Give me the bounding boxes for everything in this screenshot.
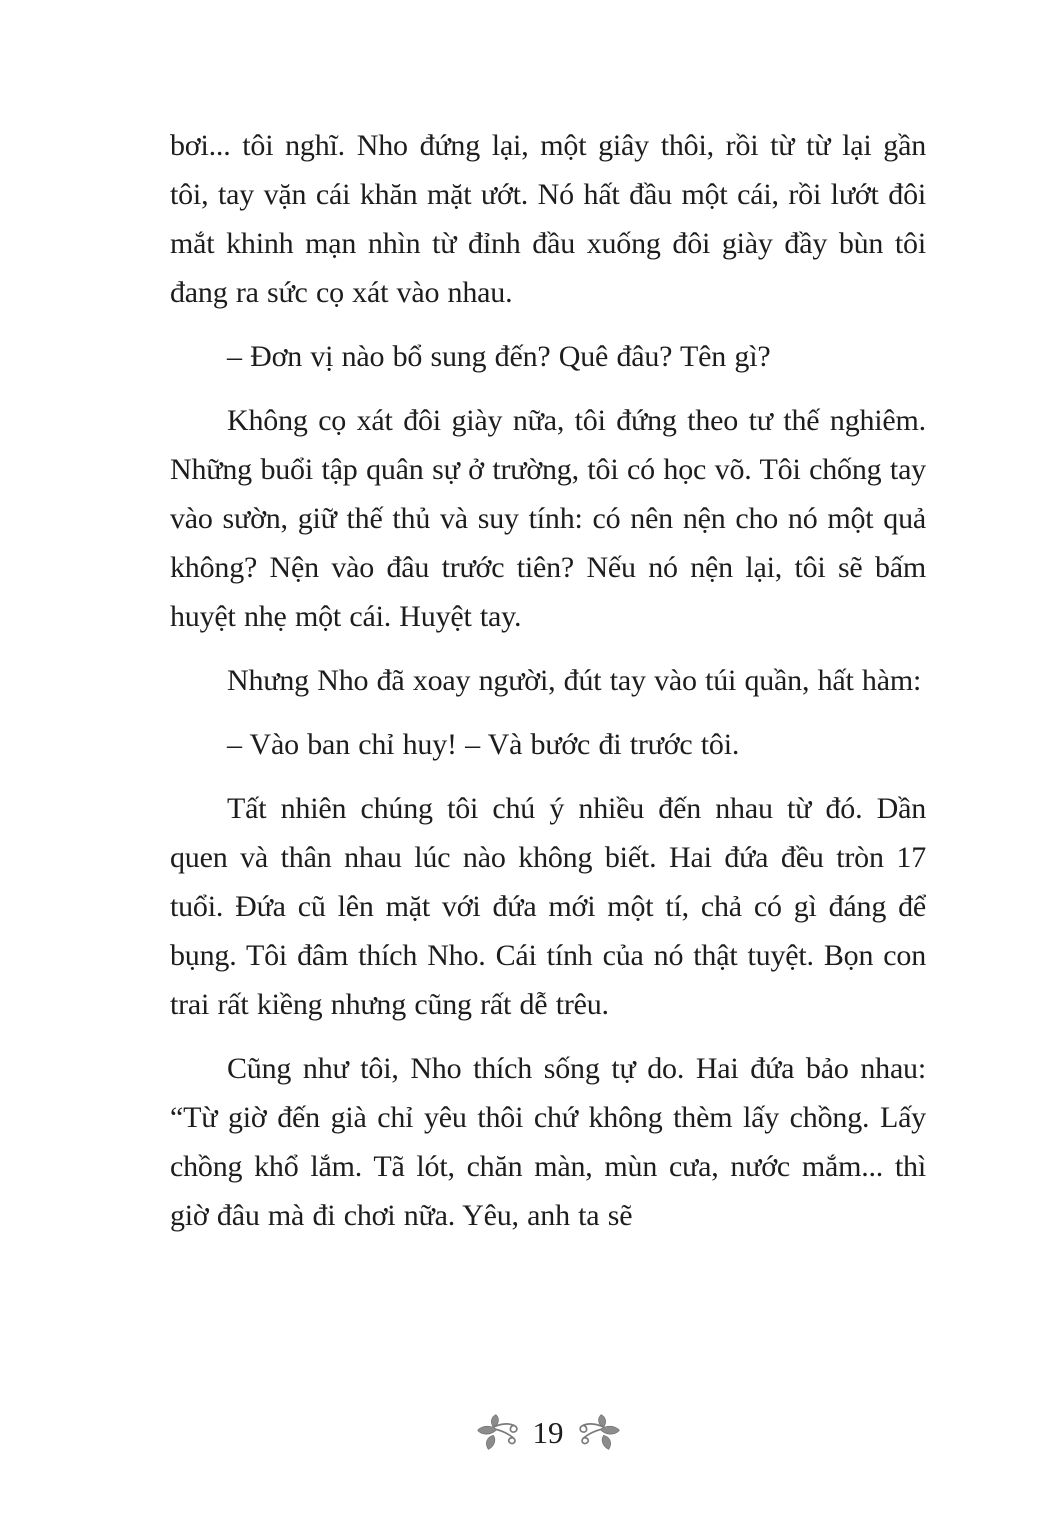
page-footer — [170, 1412, 926, 1452]
leaf-flourish-icon — [573, 1412, 621, 1452]
page-number: 19 — [532, 1414, 564, 1450]
dialogue-line: – Đơn vị nào bổ sung đến? Quê đâu? Tên gì? — [227, 340, 771, 373]
paragraph: Không cọ xát đôi giày nữa, tôi đứng theo tư thế nghiêm. Những buổi tập quân sự ở trường, tôi có học võ. Tôi chống tay vào sườn, giữ thế thủ và suy tính: có nên nện cho nó một quả không? Nện vào đâu trước tiên? Nếu nó nện lại, tôi sẽ bấm huyệt nhẹ một cái. Huyệt tay. — [170, 404, 926, 633]
paragraph: Nhưng Nho đã xoay người, đút tay vào túi quần, hất hàm: — [227, 664, 922, 697]
paragraph: Tất nhiên chúng tôi chú ý nhiều đến nhau từ đó. Dần quen và thân nhau lúc nào không biết. Hai đứa đều tròn 17 tuổi. Đứa cũ lên mặt với đứa mới một tí, chả có gì đáng để bụng. Tôi đâm thích Nho. Cái tính của nó thật tuyệt. Bọn con trai rất kiềng nhưng cũng rất dễ trêu. — [170, 792, 926, 1021]
page-text-block — [170, 121, 926, 1255]
paragraph: Cũng như tôi, Nho thích sống tự do. Hai đứa bảo nhau: “Từ giờ đến già chỉ yêu thôi chứ không thèm lấy chồng. Lấy chồng khổ lắm. Tã lót, chăn màn, mùn cưa, nước mắm... thì giờ đâu mà đi chơi nữa. Yêu, anh ta sẽ — [170, 1052, 926, 1232]
paragraph-continued: bơi... tôi nghĩ. Nho đứng lại, một giây thôi, rồi từ từ lại gần tôi, tay vặn cái khăn mặt ướt. Nó hất đầu một cái, rồi lướt đôi mắt khinh mạn nhìn từ đỉnh đầu xuống đôi giày đầy bùn tôi đang ra sức cọ xát vào nhau. — [170, 129, 926, 309]
leaf-flourish-icon — [476, 1412, 524, 1452]
dialogue-line: – Vào ban chỉ huy! – Và bước đi trước tôi. — [227, 728, 740, 761]
